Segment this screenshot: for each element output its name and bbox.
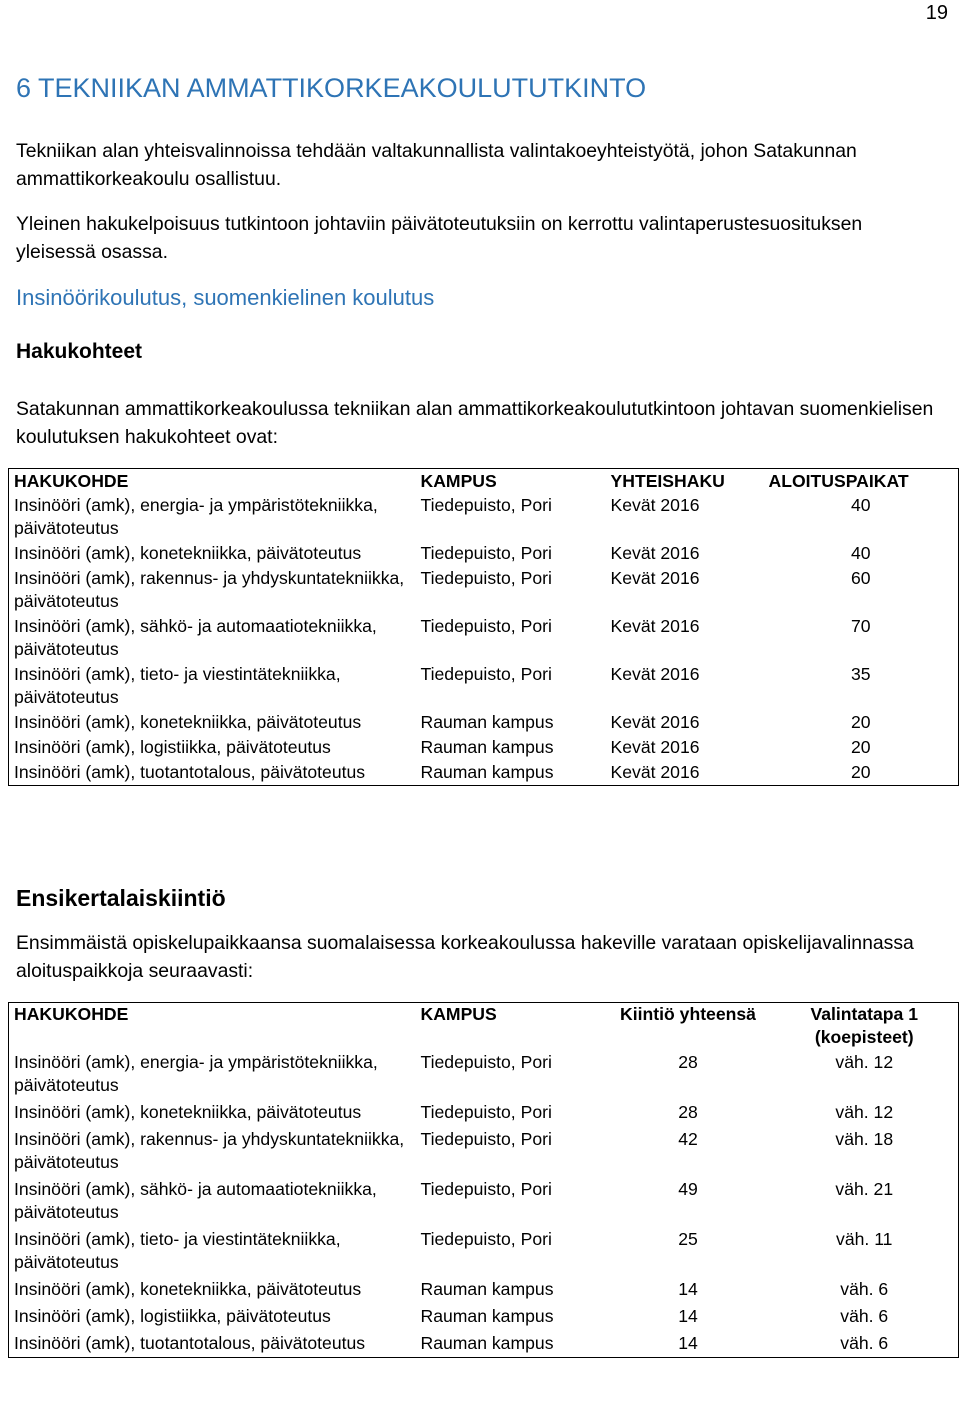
cell-kampus: Tiedepuisto, Pori xyxy=(420,1129,552,1149)
cell-kiintio: 14 xyxy=(678,1279,698,1299)
cell-hakukohde: Insinööri (amk), sähkö- ja automaatiotekniikka, päivätoteutus xyxy=(14,616,377,659)
ensikertalaiskiintio-table xyxy=(8,1002,959,1358)
cell-paikat: 60 xyxy=(850,568,871,588)
hakukohteet-intro: Satakunnan ammattikorkeakoulussa tekniikan alan ammattikorkeakoulututkintoon johtavan suomenkielisen koulutuksen hakukohteet ovat: xyxy=(16,398,934,448)
cell-valintatapa: väh. 11 xyxy=(836,1229,893,1249)
header-hakukohde: HAKUKOHDE xyxy=(9,469,416,494)
header-yhteishaku: YHTEISHAKU xyxy=(606,469,764,494)
cell-yhteishaku: Kevät 2016 xyxy=(610,543,700,563)
table-row xyxy=(9,662,959,710)
cell-kampus: Tiedepuisto, Pori xyxy=(420,1229,552,1249)
header-kampus: KAMPUS xyxy=(416,469,606,494)
cell-kiintio: 28 xyxy=(678,1052,698,1072)
cell-yhteishaku: Kevät 2016 xyxy=(610,568,700,588)
chapter-title: 6 TEKNIIKAN AMMATTIKORKEAKOULUTUTKINTO xyxy=(16,73,647,103)
table-row xyxy=(9,1126,959,1176)
cell-paikat: 70 xyxy=(850,616,871,636)
table-row xyxy=(9,1226,959,1276)
cell-hakukohde: Insinööri (amk), tieto- ja viestintätekniikka, päivätoteutus xyxy=(14,664,341,707)
cell-yhteishaku: Kevät 2016 xyxy=(610,737,700,757)
header-valintatapa: Valintatapa 1 (koepisteet) xyxy=(771,1003,959,1050)
table-row xyxy=(9,1276,959,1303)
table-row xyxy=(9,566,959,614)
page-number: 19 xyxy=(925,2,948,24)
cell-kiintio: 42 xyxy=(678,1129,698,1149)
hakukohteet-heading: Hakukohteet xyxy=(16,340,143,363)
table-row xyxy=(9,541,959,566)
cell-hakukohde: Insinööri (amk), sähkö- ja automaatiotekniikka, päivätoteutus xyxy=(14,1179,377,1222)
cell-kampus: Tiedepuisto, Pori xyxy=(420,1102,552,1122)
cell-valintatapa: väh. 6 xyxy=(840,1279,889,1299)
cell-hakukohde: Insinööri (amk), tieto- ja viestintätekniikka, päivätoteutus xyxy=(14,1229,341,1272)
cell-valintatapa: väh. 12 xyxy=(835,1052,894,1072)
cell-kampus: Rauman kampus xyxy=(420,1306,554,1326)
table-row xyxy=(9,614,959,662)
cell-yhteishaku: Kevät 2016 xyxy=(610,495,700,515)
cell-yhteishaku: Kevät 2016 xyxy=(610,664,700,684)
cell-kampus: Tiedepuisto, Pori xyxy=(420,568,552,588)
table-row xyxy=(9,1176,959,1226)
cell-kiintio: 14 xyxy=(678,1306,698,1326)
cell-paikat: 40 xyxy=(850,495,871,515)
cell-kampus: Tiedepuisto, Pori xyxy=(420,616,552,636)
cell-hakukohde: Insinööri (amk), energia- ja ympäristötekniikka, päivätoteutus xyxy=(14,495,378,538)
cell-paikat: 20 xyxy=(850,737,871,757)
cell-hakukohde: Insinööri (amk), konetekniikka, päivätoteutus xyxy=(14,543,362,563)
hakukohteet-table xyxy=(8,468,959,786)
table-row xyxy=(9,1303,959,1330)
cell-kampus: Rauman kampus xyxy=(420,1279,554,1299)
cell-kampus: Tiedepuisto, Pori xyxy=(420,1179,552,1199)
cell-hakukohde: Insinööri (amk), tuotantotalous, päivätoteutus xyxy=(14,762,366,782)
table-row xyxy=(9,760,959,786)
cell-kiintio: 14 xyxy=(678,1333,698,1353)
header-kiintio: Kiintiö yhteensä xyxy=(606,1003,771,1050)
cell-kampus: Rauman kampus xyxy=(420,712,554,732)
cell-paikat: 35 xyxy=(850,664,871,684)
cell-paikat: 20 xyxy=(850,712,871,732)
cell-yhteishaku: Kevät 2016 xyxy=(610,762,700,782)
table-row xyxy=(9,1330,959,1358)
cell-valintatapa: väh. 21 xyxy=(835,1179,894,1199)
cell-paikat: 20 xyxy=(850,762,871,782)
cell-hakukohde: Insinööri (amk), konetekniikka, päivätoteutus xyxy=(14,712,362,732)
header-kampus: KAMPUS xyxy=(416,1003,606,1050)
cell-hakukohde: Insinööri (amk), tuotantotalous, päivätoteutus xyxy=(14,1333,366,1353)
cell-valintatapa: väh. 18 xyxy=(835,1129,894,1149)
table-header-row xyxy=(9,469,959,494)
table-header-row xyxy=(9,1003,959,1050)
cell-kampus: Rauman kampus xyxy=(420,737,554,757)
intro-paragraph-1: Tekniikan alan yhteisvalinnoissa tehdään valtakunnallista valintakoeyhteistyötä, johon Satakunnan ammattikorkeakoulu osallistuu. xyxy=(16,140,857,190)
cell-kiintio: 25 xyxy=(678,1229,698,1249)
cell-kiintio: 49 xyxy=(678,1179,698,1199)
cell-hakukohde: Insinööri (amk), rakennus- ja yhdyskuntatekniikka, päivätoteutus xyxy=(14,568,405,611)
table-row xyxy=(9,493,959,541)
cell-kampus: Tiedepuisto, Pori xyxy=(420,1052,552,1072)
table-row xyxy=(9,735,959,760)
cell-kampus: Tiedepuisto, Pori xyxy=(420,495,552,515)
cell-hakukohde: Insinööri (amk), logistiikka, päivätoteutus xyxy=(14,737,331,757)
header-hakukohde: HAKUKOHDE xyxy=(9,1003,416,1050)
cell-kampus: Tiedepuisto, Pori xyxy=(420,543,552,563)
header-aloituspaikat: ALOITUSPAIKAT xyxy=(764,469,959,494)
cell-kampus: Rauman kampus xyxy=(420,762,554,782)
cell-hakukohde: Insinööri (amk), konetekniikka, päivätoteutus xyxy=(14,1279,362,1299)
cell-valintatapa: väh. 6 xyxy=(840,1333,889,1353)
intro-paragraph-2: Yleinen hakukelpoisuus tutkintoon johtaviin päivätoteutuksiin on kerrottu valintaperustesuosituksen yleisessä osassa. xyxy=(16,213,863,263)
cell-hakukohde: Insinööri (amk), konetekniikka, päivätoteutus xyxy=(14,1102,362,1122)
cell-valintatapa: väh. 6 xyxy=(840,1306,889,1326)
table-row xyxy=(9,1049,959,1099)
cell-valintatapa: väh. 12 xyxy=(835,1102,894,1122)
table-row xyxy=(9,710,959,735)
cell-kampus: Rauman kampus xyxy=(420,1333,554,1353)
ensikertalaiskiintio-heading: Ensikertalaiskiintiö xyxy=(16,885,226,911)
cell-kampus: Tiedepuisto, Pori xyxy=(420,664,552,684)
cell-hakukohde: Insinööri (amk), energia- ja ympäristötekniikka, päivätoteutus xyxy=(14,1052,378,1095)
cell-hakukohde: Insinööri (amk), logistiikka, päivätoteutus xyxy=(14,1306,331,1326)
cell-hakukohde: Insinööri (amk), rakennus- ja yhdyskuntatekniikka, päivätoteutus xyxy=(14,1129,405,1172)
ensikertalaiskiintio-intro: Ensimmäistä opiskelupaikkaansa suomalaisessa korkeakoulussa hakeville varataan opiskelijavalinnassa aloituspaikkoja seuraavasti: xyxy=(16,932,914,982)
cell-paikat: 40 xyxy=(850,543,871,563)
table-row xyxy=(9,1099,959,1126)
cell-yhteishaku: Kevät 2016 xyxy=(610,616,700,636)
cell-yhteishaku: Kevät 2016 xyxy=(610,712,700,732)
section-subheading: Insinöörikoulutus, suomenkielinen koulutus xyxy=(16,285,435,310)
cell-kiintio: 28 xyxy=(678,1102,698,1122)
